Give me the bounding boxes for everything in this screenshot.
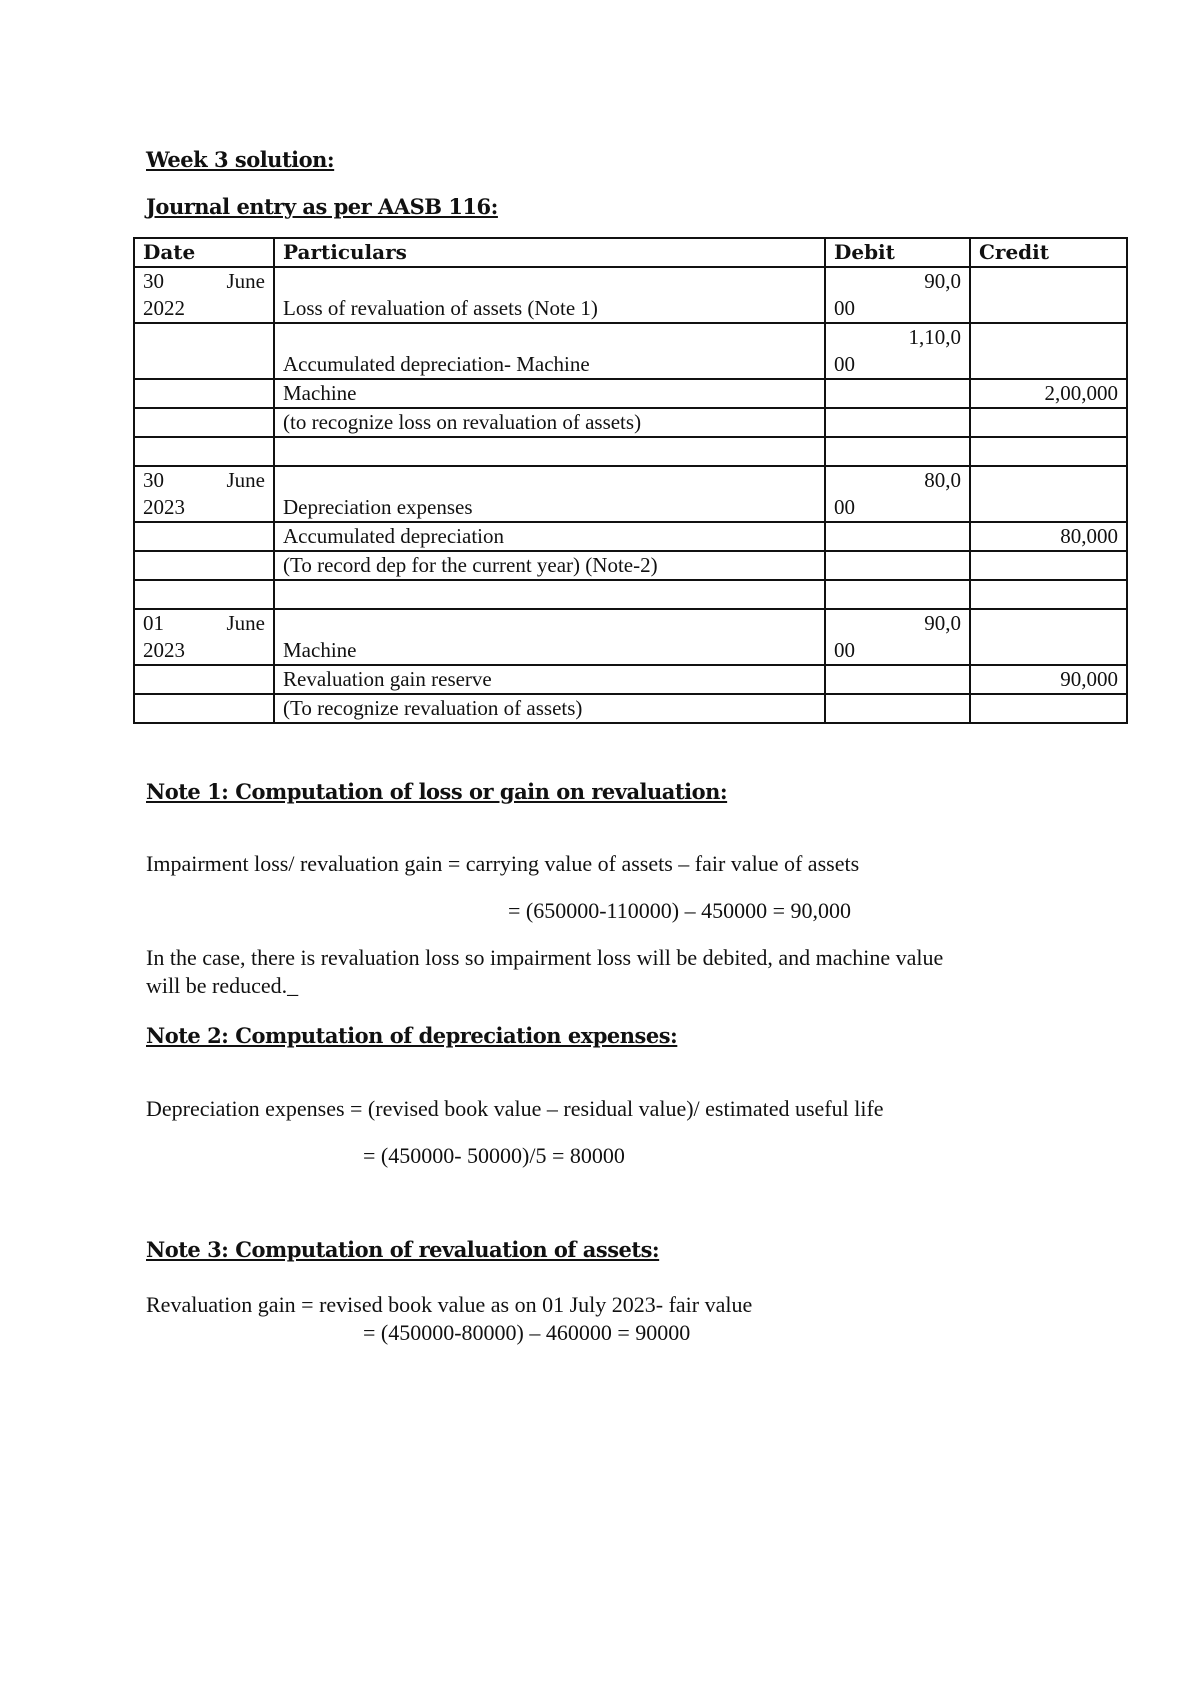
date-cell: [134, 267, 274, 323]
note1-calculation: = (650000-110000) – 450000 = 90,000: [508, 898, 851, 923]
debit-part2: 00: [834, 495, 855, 519]
debit-part2: 00: [834, 638, 855, 662]
credit-cell: 2,00,000: [970, 379, 1127, 408]
credit-cell: [970, 609, 1127, 665]
date-cell: [134, 665, 274, 694]
debit-cell: [825, 694, 970, 723]
particulars-text: Depreciation expenses: [283, 495, 473, 519]
debit-cell: [825, 323, 970, 379]
particulars-cell: [274, 267, 825, 323]
page-title: Week 3 solution:: [146, 147, 335, 172]
particulars-text: Accumulated depreciation- Machine: [283, 352, 590, 376]
journal-heading: Journal entry as per AASB 116:: [146, 194, 498, 219]
debit-cell: [825, 408, 970, 437]
date-cell: [134, 379, 274, 408]
date-cell: [134, 437, 274, 466]
header-credit: Credit: [970, 238, 1127, 267]
date-day: 01: [143, 611, 164, 635]
table-row: [134, 694, 1127, 723]
debit-cell: [825, 551, 970, 580]
date-month: June: [226, 468, 265, 492]
debit-cell: [825, 379, 970, 408]
note2-heading: Note 2: Computation of depreciation expenses:: [146, 1023, 678, 1048]
debit-cell: [825, 267, 970, 323]
debit-cell: [825, 665, 970, 694]
header-date: Date: [134, 238, 274, 267]
note3-formula: Revaluation gain = revised book value as on 01 July 2023- fair value: [146, 1292, 753, 1317]
table-row: [134, 437, 1127, 466]
debit-cell: [825, 437, 970, 466]
debit-part2: 00: [834, 352, 855, 376]
date-cell: [134, 551, 274, 580]
table-row: [134, 267, 1127, 323]
particulars-cell: Machine: [274, 379, 825, 408]
date-cell: [134, 609, 274, 665]
table-row: [134, 323, 1127, 379]
table-row: [134, 379, 1127, 408]
date-cell: [134, 522, 274, 551]
note3-calculation: = (450000-80000) – 460000 = 90000: [363, 1320, 691, 1345]
credit-cell: [970, 408, 1127, 437]
date-cell: [134, 580, 274, 609]
table-row: [134, 408, 1127, 437]
credit-cell: [970, 323, 1127, 379]
credit-cell: [970, 580, 1127, 609]
credit-cell: 90,000: [970, 665, 1127, 694]
particulars-cell: Revaluation gain reserve: [274, 665, 825, 694]
date-cell: [134, 323, 274, 379]
particulars-text: Machine: [283, 638, 357, 662]
credit-cell: [970, 437, 1127, 466]
particulars-cell: [274, 323, 825, 379]
date-month: June: [226, 269, 265, 293]
table-row: [134, 609, 1127, 665]
credit-cell: [970, 466, 1127, 522]
credit-cell: 80,000: [970, 522, 1127, 551]
date-day: 30: [143, 468, 164, 492]
note1-formula: Impairment loss/ revaluation gain = carrying value of assets – fair value of assets: [146, 851, 860, 876]
credit-cell: [970, 694, 1127, 723]
particulars-cell: [274, 609, 825, 665]
header-debit: Debit: [825, 238, 970, 267]
table-row: [134, 551, 1127, 580]
note1-paragraph-line1: In the case, there is revaluation loss so impairment loss will be debited, and machine value: [146, 945, 944, 970]
particulars-cell: (to recognize loss on revaluation of assets): [274, 408, 825, 437]
particulars-text: Loss of revaluation of assets (Note 1): [283, 296, 598, 320]
debit-part1: 90,0: [924, 611, 961, 635]
table-row: [134, 466, 1127, 522]
journal-table: [133, 237, 1128, 724]
date-month: June: [226, 611, 265, 635]
date-cell: [134, 466, 274, 522]
note3-heading: Note 3: Computation of revaluation of assets:: [146, 1237, 660, 1262]
particulars-cell: [274, 437, 825, 466]
particulars-cell: [274, 466, 825, 522]
credit-cell: [970, 267, 1127, 323]
date-day: 30: [143, 269, 164, 293]
note1-paragraph-line2: will be reduced._: [146, 973, 299, 998]
debit-part1: 1,10,0: [908, 325, 961, 349]
table-row: [134, 522, 1127, 551]
debit-part2: 00: [834, 296, 855, 320]
particulars-cell: (To record dep for the current year) (Note-2): [274, 551, 825, 580]
debit-part1: 90,0: [924, 269, 961, 293]
header-particulars: Particulars: [274, 238, 825, 267]
date-year: 2023: [143, 638, 185, 662]
date-cell: [134, 408, 274, 437]
particulars-cell: Accumulated depreciation: [274, 522, 825, 551]
note2-formula: Depreciation expenses = (revised book value – residual value)/ estimated useful life: [146, 1096, 884, 1121]
particulars-cell: (To recognize revaluation of assets): [274, 694, 825, 723]
date-cell: [134, 694, 274, 723]
table-row: [134, 580, 1127, 609]
debit-part1: 80,0: [924, 468, 961, 492]
particulars-cell: [274, 580, 825, 609]
note1-heading: Note 1: Computation of loss or gain on revaluation:: [146, 779, 728, 804]
date-year: 2022: [143, 296, 185, 320]
debit-cell: [825, 522, 970, 551]
debit-cell: [825, 580, 970, 609]
table-header-row: [134, 238, 1127, 267]
table-row: [134, 665, 1127, 694]
credit-cell: [970, 551, 1127, 580]
debit-cell: [825, 609, 970, 665]
note2-calculation: = (450000- 50000)/5 = 80000: [363, 1143, 625, 1168]
debit-cell: [825, 466, 970, 522]
date-year: 2023: [143, 495, 185, 519]
